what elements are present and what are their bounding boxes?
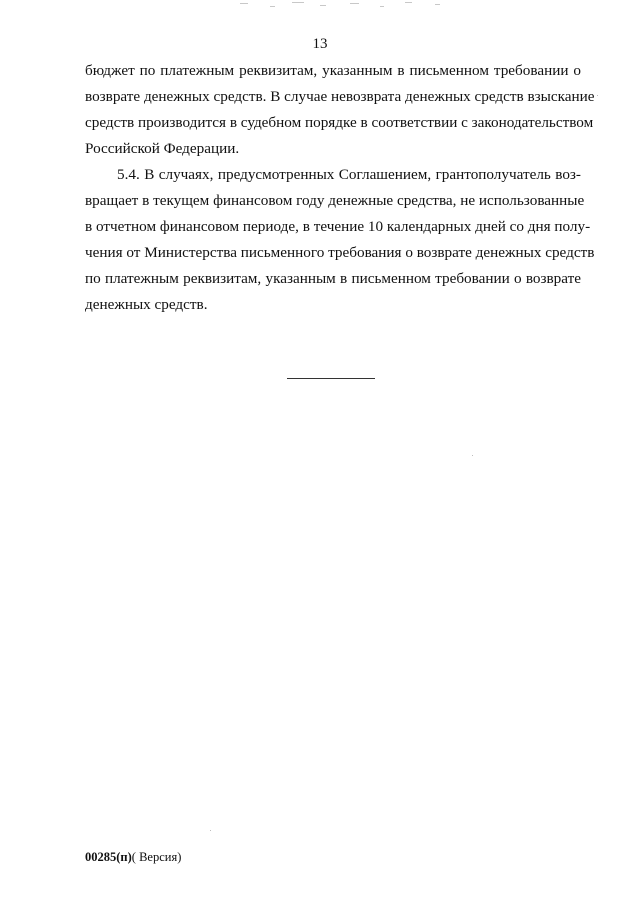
- paragraph-2-line: вращает в текущем финансовом году денежные средства, не использованные: [85, 192, 585, 209]
- paragraph-2-line: по платежным реквизитам, указанным в письменном требовании о возврате: [85, 270, 581, 287]
- paragraph-2-line: в отчетном финансовом периоде, в течение 10 календарных дней со дня полу-: [85, 218, 591, 235]
- scan-artifacts: [230, 0, 450, 10]
- paragraph-1-line: Российской Федерации.: [85, 140, 240, 157]
- paragraph-2-line: денежных средств.: [85, 296, 208, 313]
- scan-speck: [597, 95, 598, 96]
- paragraph-2-line: чения от Министерства письменного требования о возврате денежных средств: [85, 244, 595, 261]
- paragraph-2-line: 5.4. В случаях, предусмотренных Соглашением, грантополучатель воз-: [117, 166, 581, 183]
- paragraph-1-line: бюджет по платежным реквизитам, указанным в письменном требовании о: [85, 62, 581, 79]
- document-code-version: ( Версия): [131, 850, 182, 864]
- paragraph-1-line: возврате денежных средств. В случае невозврата денежных средств взыскание: [85, 88, 595, 105]
- document-code-number: 00285(п): [85, 850, 132, 864]
- paragraph-1-line: средств производится в судебном порядке в соответствии с законодательством: [85, 114, 594, 131]
- end-separator-line: [287, 378, 375, 379]
- page-number: 13: [312, 36, 328, 52]
- scan-speck: [210, 830, 211, 831]
- document-code: [85, 850, 181, 865]
- scan-speck: [472, 455, 473, 456]
